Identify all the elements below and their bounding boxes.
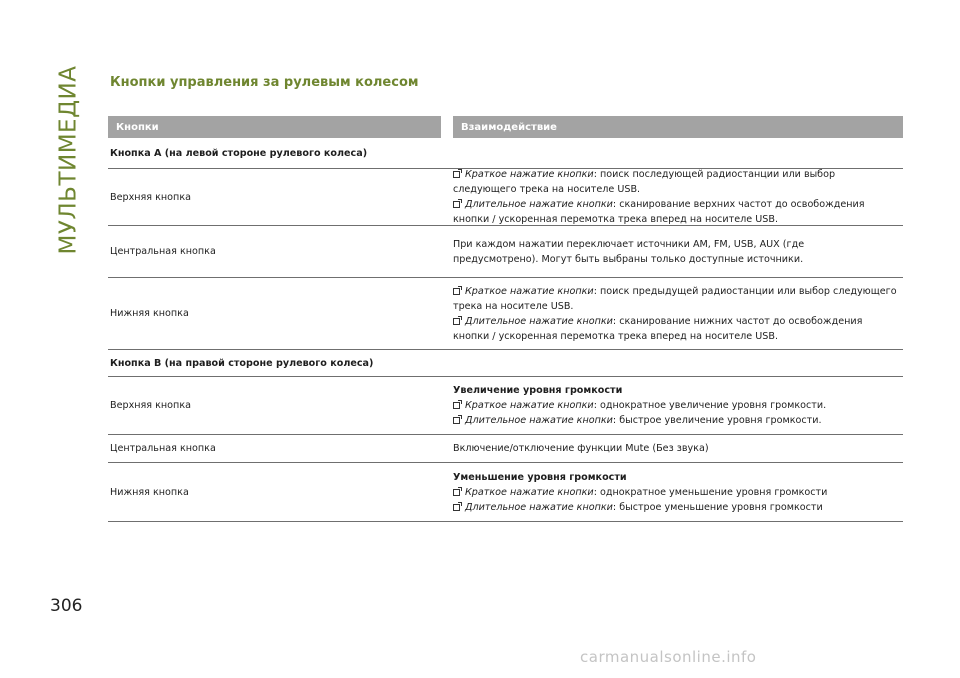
button-action	[453, 438, 903, 459]
long-press-text-cont: кнопки / ускоренная перемотка трека вперед на носителе USB.	[453, 330, 778, 342]
long-press-text: : быстрое увеличение уровня громкости.	[612, 415, 822, 426]
table-row	[108, 377, 903, 435]
press-icon	[453, 318, 460, 325]
table-row	[108, 463, 903, 522]
side-section-title-text: МУЛЬТИМЕДИА	[55, 65, 82, 255]
table-row	[108, 226, 903, 278]
table-row	[108, 278, 903, 350]
short-press-label: Краткое нажатие кнопки	[465, 400, 594, 411]
button-name: Нижняя кнопка	[110, 486, 189, 498]
action-text: Включение/отключение функции Mute (Без звука)	[453, 443, 709, 454]
press-icon	[453, 417, 460, 424]
header-interaction: Взаимодействие	[453, 116, 903, 138]
table-row	[108, 435, 903, 463]
section-button-b: Кнопка B (на правой стороне рулевого колеса)	[108, 350, 903, 377]
press-icon	[453, 201, 460, 208]
short-press-text: : однократное уменьшение уровня громкости	[593, 486, 828, 498]
header-buttons: Кнопки	[108, 116, 441, 138]
button-action	[453, 467, 903, 518]
section-button-a: Кнопка A (на левой стороне рулевого колеса)	[108, 138, 903, 169]
long-press-text: : сканирование нижних частот до освобождения	[612, 315, 863, 327]
action-title: Увеличение уровня громкости	[453, 385, 623, 396]
short-press-label: Краткое нажатие кнопки	[465, 169, 594, 180]
press-icon	[453, 504, 460, 511]
press-icon	[453, 288, 460, 295]
button-name: Центральная кнопка	[110, 443, 216, 454]
press-icon	[453, 171, 460, 178]
table-row	[108, 169, 903, 226]
watermark: carmanualsonline.info	[580, 648, 757, 666]
page-heading: Кнопки управления за рулевым колесом	[110, 75, 419, 90]
long-press-text: : сканирование верхних частот до освобождения	[612, 199, 865, 210]
long-press-text-cont: кнопки / ускоренная перемотка трека вперед на носителе USB.	[453, 214, 778, 225]
long-press-label: Длительное нажатие кнопки	[465, 315, 613, 327]
side-section-title	[52, 65, 84, 255]
steering-buttons-table	[108, 116, 903, 522]
press-icon	[453, 489, 460, 496]
short-press-text-cont: следующего трека на носителе USB.	[453, 184, 641, 195]
short-press-label: Краткое нажатие кнопки	[465, 486, 594, 498]
short-press-text: : однократное увеличение уровня громкости.	[593, 400, 827, 411]
button-name: Верхняя кнопка	[110, 400, 191, 411]
short-press-label: Краткое нажатие кнопки	[465, 285, 594, 297]
action-title: Уменьшение уровня громкости	[453, 471, 627, 483]
button-name: Нижняя кнопка	[110, 308, 189, 319]
long-press-label: Длительное нажатие кнопки	[465, 415, 613, 426]
short-press-text-cont: трека на носителе USB.	[453, 300, 574, 312]
action-text: При каждом нажатии переключает источники AM, FM, USB, AUX (где	[453, 238, 805, 250]
long-press-text: : быстрое уменьшение уровня громкости	[612, 501, 823, 513]
button-action	[453, 380, 903, 431]
short-press-text: : поиск последующей радиостанции или выбор	[593, 169, 836, 180]
button-name: Центральная кнопка	[110, 246, 216, 257]
button-name: Верхняя кнопка	[110, 191, 191, 203]
button-action	[453, 164, 903, 230]
button-action	[453, 281, 903, 347]
button-action	[453, 234, 903, 270]
long-press-label: Длительное нажатие кнопки	[465, 199, 613, 210]
action-text-cont: предусмотрено). Могут быть выбраны только доступные источники.	[453, 253, 804, 265]
long-press-label: Длительное нажатие кнопки	[465, 501, 613, 513]
press-icon	[453, 402, 460, 409]
table-header	[108, 116, 903, 138]
page-number: 306	[50, 596, 83, 616]
short-press-text: : поиск предыдущей радиостанции или выбор следующего	[593, 285, 897, 297]
